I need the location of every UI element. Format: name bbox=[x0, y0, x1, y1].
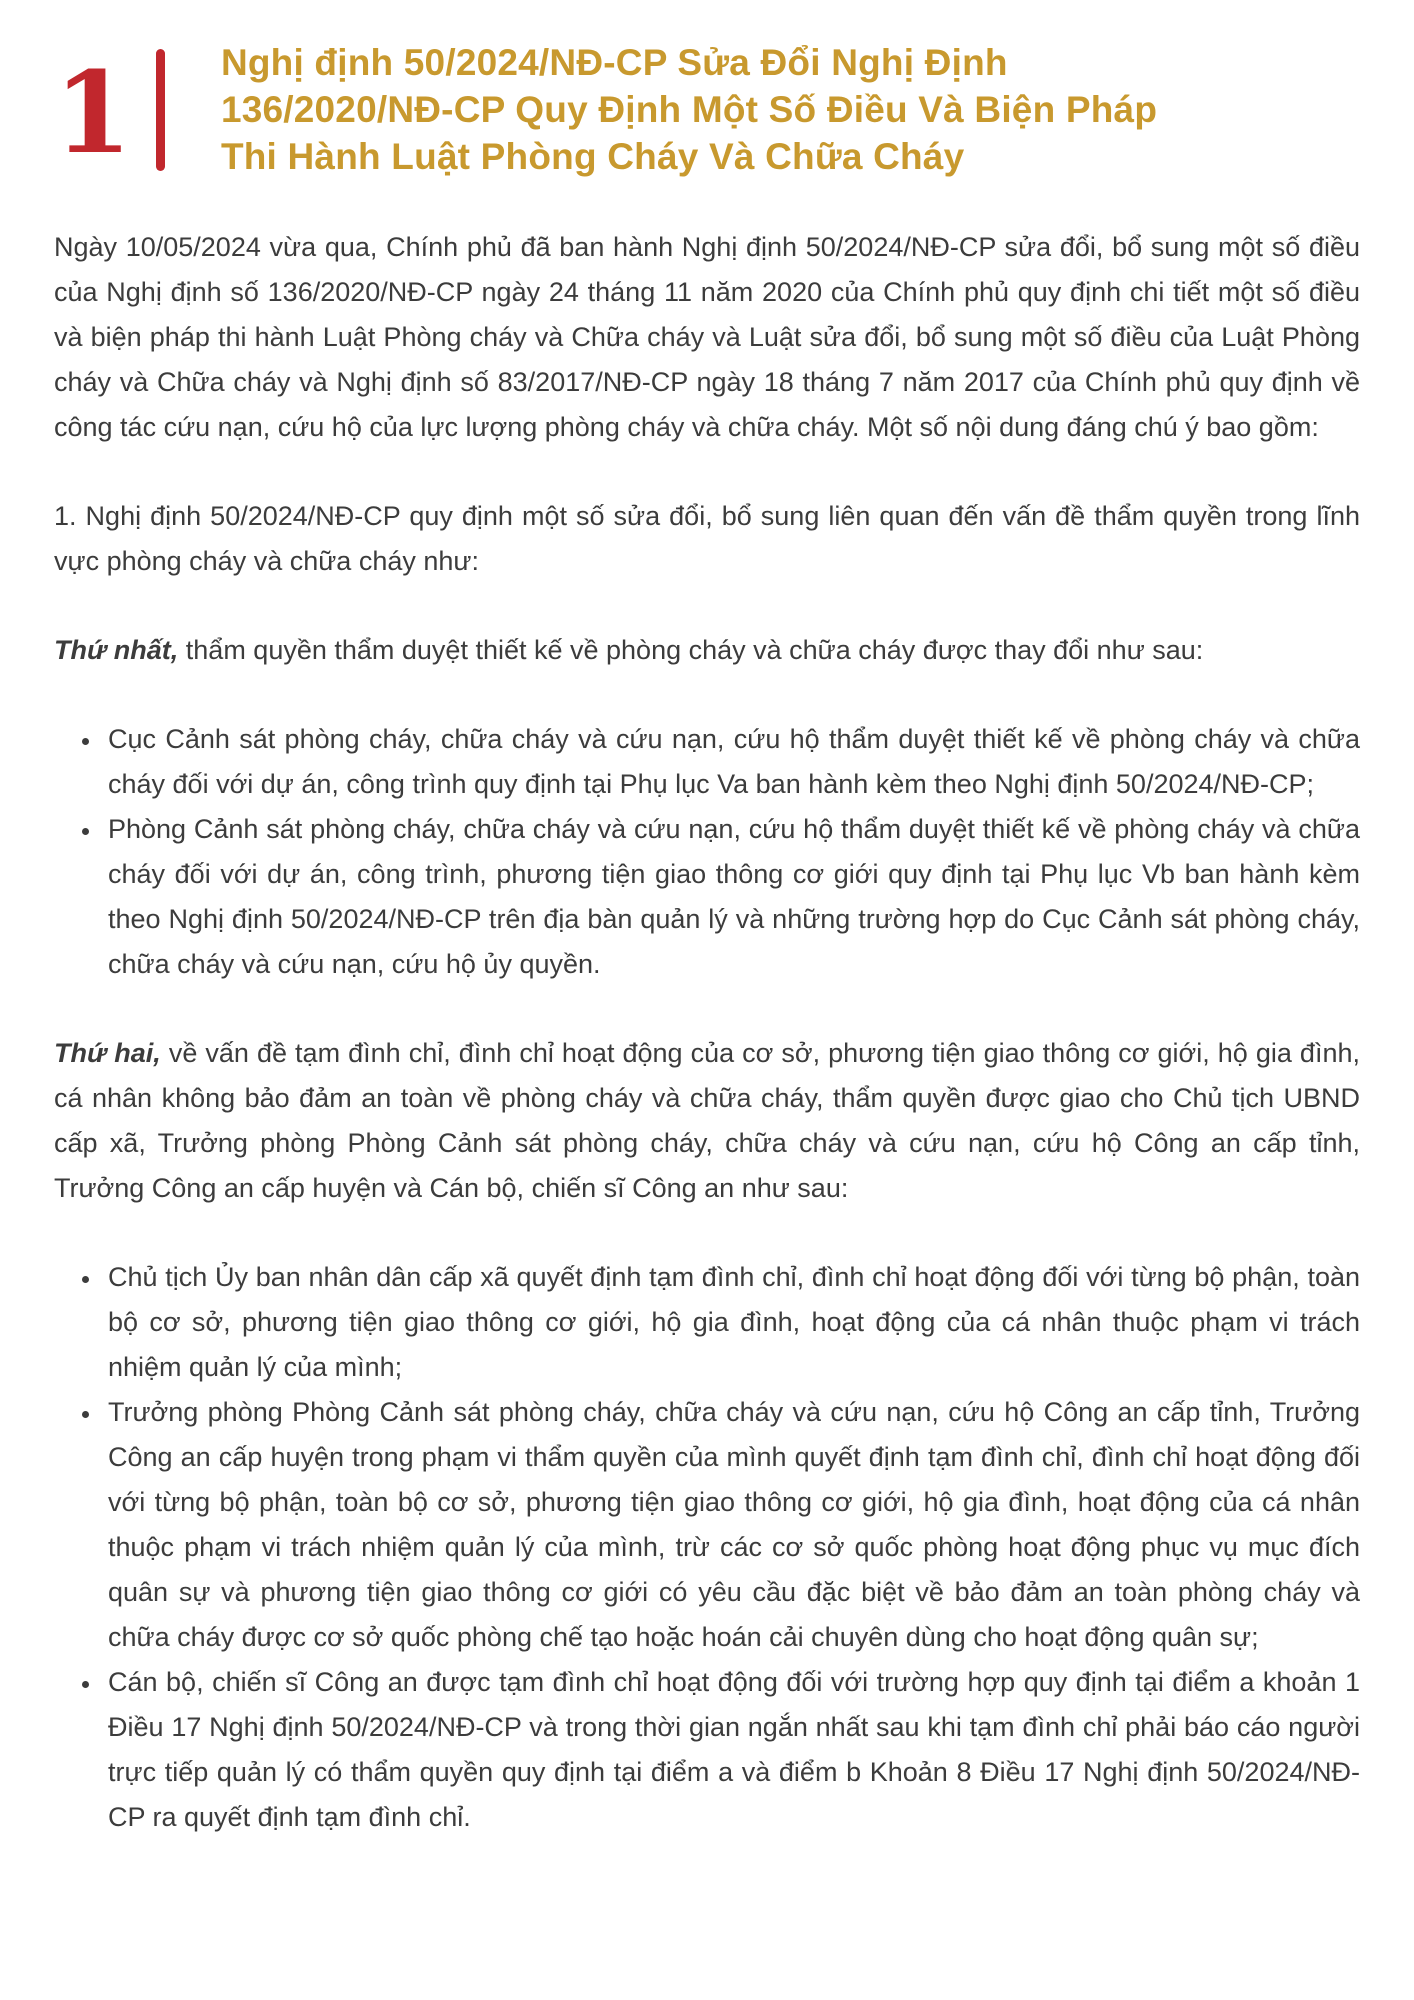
divider-bar bbox=[156, 49, 165, 171]
list-item: • Phòng Cảnh sát phòng cháy, chữa cháy và cứu nạn, cứu hộ thẩm duyệt thiết kế về phòng cháy và chữa cháy đối với dự án, công trình, phương tiện giao thông cơ giới quy định tại Phụ lục Vb ban hành kèm theo Nghị định 50/2024/NĐ-CP trên địa bàn quản lý và những trường hợp do Cục Cảnh sát phòng cháy, chữa cháy và cứu nạn, cứu hộ ủy quyền. bbox=[102, 807, 1360, 987]
second-point-lead: Thứ hai, bbox=[54, 1037, 161, 1068]
list-item: • Trưởng phòng Phòng Cảnh sát phòng cháy, chữa cháy và cứu nạn, cứu hộ Công an cấp tỉnh, Trưởng Công an cấp huyện trong phạm vi thẩm quyền của mình quyết định tạm đình chỉ, đình chỉ hoạt động đối với từng bộ phận, toàn bộ cơ sở, phương tiện giao thông cơ giới, hộ gia đình, hoạt động của cá nhân thuộc phạm vi trách nhiệm quản lý của mình, trừ các cơ sở quốc phòng hoạt động phục vụ mục đích quân sự và phương tiện giao thông cơ giới có yêu cầu đặc biệt về bảo đảm an toàn phòng cháy và chữa cháy được cơ sở quốc phòng chế tạo hoặc hoán cải chuyên dùng cho hoạt động quân sự; bbox=[102, 1390, 1360, 1660]
second-bullet-list bbox=[54, 1255, 1360, 1840]
intro-paragraph: Ngày 10/05/2024 vừa qua, Chính phủ đã ban hành Nghị định 50/2024/NĐ-CP sửa đổi, bổ sung một số điều của Nghị định số 136/2020/NĐ-CP ngày 24 tháng 11 năm 2020 của Chính phủ quy định chi tiết một số điều và biện pháp thi hành Luật Phòng cháy và Chữa cháy và Luật sửa đổi, bổ sung một số điều của Luật Phòng cháy và Chữa cháy và Nghị định số 83/2017/NĐ-CP ngày 18 tháng 7 năm 2017 của Chính phủ quy định về công tác cứu nạn, cứu hộ của lực lượng phòng cháy và chữa cháy. Một số nội dung đáng chú ý bao gồm: bbox=[54, 231, 1360, 442]
section-number: 1 bbox=[54, 48, 132, 180]
first-point-text: thẩm quyền thẩm duyệt thiết kế về phòng cháy và chữa cháy được thay đổi như sau: bbox=[185, 634, 1204, 665]
list-item: • Cán bộ, chiến sĩ Công an được tạm đình chỉ hoạt động đối với trường hợp quy định tại điểm a khoản 1 Điều 17 Nghị định 50/2024/NĐ-CP và trong thời gian ngắn nhất sau khi tạm đình chỉ phải báo cáo người trực tiếp quản lý có thẩm quyền quy định tại điểm a và điểm b Khoản 8 Điều 17 Nghị định 50/2024/NĐ-CP ra quyết định tạm đình chỉ. bbox=[102, 1660, 1360, 1840]
list-item: • Chủ tịch Ủy ban nhân dân cấp xã quyết định tạm đình chỉ, đình chỉ hoạt động đối với từng bộ phận, toàn bộ cơ sở, phương tiện giao thông cơ giới, hộ gia đình, hoạt động của cá nhân thuộc phạm vi trách nhiệm quản lý của mình; bbox=[102, 1255, 1360, 1390]
section-header bbox=[54, 40, 1360, 181]
first-bullet-list bbox=[54, 717, 1360, 987]
point-intro-paragraph: 1. Nghị định 50/2024/NĐ-CP quy định một số sửa đổi, bổ sung liên quan đến vấn đề thẩm quyền trong lĩnh vực phòng cháy và chữa cháy như: bbox=[54, 500, 1360, 576]
first-point-lead: Thứ nhất, bbox=[54, 634, 179, 665]
second-point-paragraph bbox=[54, 1031, 1360, 1211]
list-item: • Cục Cảnh sát phòng cháy, chữa cháy và cứu nạn, cứu hộ thẩm duyệt thiết kế về phòng cháy và chữa cháy đối với dự án, công trình quy định tại Phụ lục Va ban hành kèm theo Nghị định 50/2024/NĐ-CP; bbox=[102, 717, 1360, 807]
section-title: Nghị định 50/2024/NĐ-CP Sửa Đổi Nghị Định 136/2020/NĐ-CP Quy Định Một Số Điều Và Biện Pháp Thi Hành Luật Phòng Cháy Và Chữa Cháy bbox=[220, 42, 1158, 177]
first-point-paragraph bbox=[54, 628, 1360, 673]
second-point-text: về vấn đề tạm đình chỉ, đình chỉ hoạt động của cơ sở, phương tiện giao thông cơ giới, hộ gia đình, cá nhân không bảo đảm an toàn về phòng cháy và chữa cháy, thẩm quyền được giao cho Chủ tịch UBND cấp xã, Trưởng phòng Phòng Cảnh sát phòng cháy, chữa cháy và cứu nạn, cứu hộ Công an cấp tỉnh, Trưởng Công an cấp huyện và Cán bộ, chiến sĩ Công an như sau: bbox=[54, 1037, 1360, 1203]
